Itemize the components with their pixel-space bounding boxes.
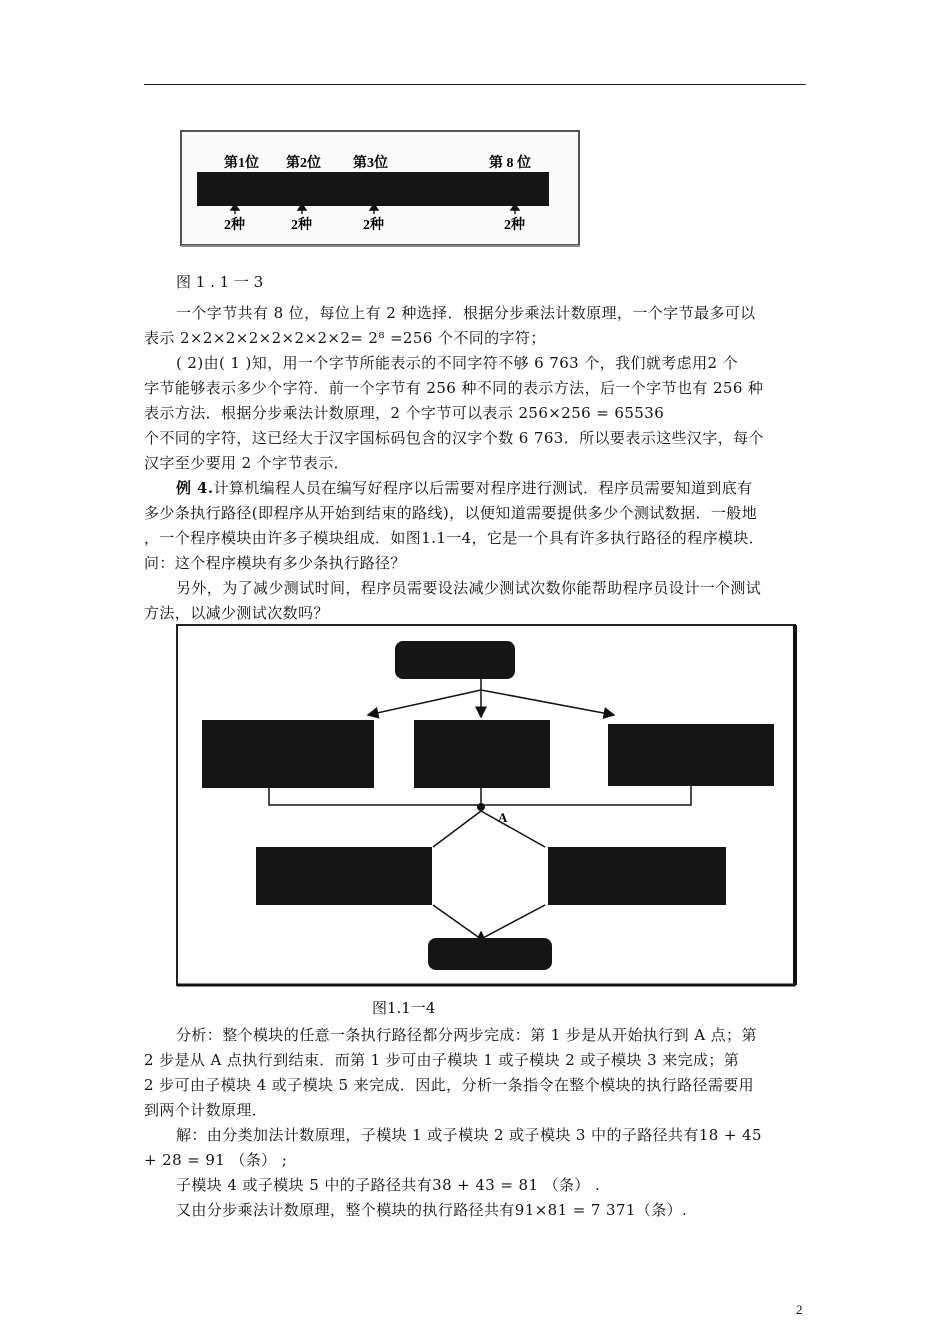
submodule-5 — [548, 847, 726, 905]
header-rule — [144, 84, 806, 85]
choice-label-3: 2种 — [363, 218, 384, 233]
submodule-3 — [608, 724, 774, 786]
analysis-line: 到两个计数原理． — [144, 1101, 268, 1119]
figure-caption-1-1-3: 图 1 . 1 一 3 — [176, 273, 264, 291]
paragraph-line: 字节能够表示多少个字符．前一个字节有 256 种不同的表示方法，后一个字节也有 256 种 — [144, 379, 764, 397]
example-4-label: 例 4. — [176, 479, 214, 497]
paragraph-line: 问：这个程序模块有多少条执行路径？ — [144, 554, 406, 572]
figure-caption-1-1-4: 图1.1一4 — [372, 999, 436, 1017]
bit-label-3: 第3位 — [353, 156, 388, 171]
page-number: 2 — [796, 1302, 803, 1317]
byte-diagram-figure — [180, 130, 582, 248]
paragraph-line: 表示方法．根据分步乘法计数原理，2 个字节可以表示 256×256 = 65536 — [144, 404, 665, 422]
bit-label-2: 第2位 — [286, 156, 321, 171]
choice-label-8: 2种 — [504, 218, 525, 233]
program-module-flowchart — [176, 622, 798, 988]
start-node — [395, 641, 515, 679]
solution-line: 子模块 4 或子模块 5 中的子路径共有38 + 43 = 81 （条） . — [176, 1176, 601, 1194]
bit-label-1: 第1位 — [224, 156, 259, 171]
paragraph-line: ，一个程序模块由许多子模块组成．如图1.1一4，它是一个具有许多执行路径的程序模块． — [144, 529, 765, 547]
solution-line: 又由分步乘法计数原理，整个模块的执行路径共有91×81 = 7 371（条）. — [176, 1201, 688, 1219]
paragraph-line: ( 2)由( 1 )知，用一个字节所能表示的不同字符不够 6 763 个，我们就考虑用2 个 — [176, 354, 738, 372]
submodule-4 — [256, 847, 432, 905]
paragraph-line: 方法，以减少测试次数吗？ — [144, 604, 329, 622]
submodule-1 — [202, 720, 374, 788]
analysis-line: 2 步是从 A 点执行到结束．而第 1 步可由子模块 1 或子模块 2 或子模块 3 来完成；第 — [144, 1051, 740, 1069]
choice-label-2: 2种 — [291, 218, 312, 233]
byte-bar — [197, 172, 549, 206]
paragraph-line: 汉字至少要用 2 个字节表示． — [144, 454, 350, 472]
analysis-line: 2 步可由子模块 4 或子模块 5 来完成．因此，分析一条指令在整个模块的执行路径需要用 — [144, 1076, 755, 1094]
submodule-2 — [414, 720, 550, 788]
paragraph-line: 另外，为了减少测试时间，程序员需要设法减少测试次数你能帮助程序员设计一个测试 — [176, 579, 762, 597]
end-node — [428, 938, 552, 970]
paragraph-line: 表示 2×2×2×2×2×2×2×2= 2⁸ =256 个不同的字符； — [144, 329, 546, 347]
paragraph-line: 个不同的字符，这已经大于汉字国标码包含的汉字个数 6 763．所以要表示这些汉字，每个 — [144, 429, 764, 447]
choice-label-1: 2种 — [224, 218, 245, 233]
bit-label-8: 第 8 位 — [489, 156, 531, 171]
analysis-line: 分析：整个模块的任意一条执行路径都分两步完成：第 1 步是从开始执行到 A 点；第 — [176, 1026, 757, 1044]
junction-a — [477, 803, 485, 811]
example-4-line: 例 4.计算机编程人员在编写好程序以后需要对程序进行测试．程序员需要知道到底有 — [176, 479, 753, 497]
junction-a-label: A — [498, 810, 508, 825]
paragraph-line: 一个字节共有 8 位，每位上有 2 种选择．根据分步乘法计数原理，一个字节最多可以 — [176, 304, 756, 322]
paragraph-line: 多少条执行路径(即程序从开始到结束的路线)，以便知道需要提供多少个测试数据．一般地 — [144, 504, 758, 522]
solution-line: 解：由分类加法计数原理，子模块 1 或子模块 2 或子模块 3 中的子路径共有18 + 45 — [176, 1126, 762, 1144]
solution-line: + 28 = 91 （条） ; — [144, 1151, 288, 1169]
